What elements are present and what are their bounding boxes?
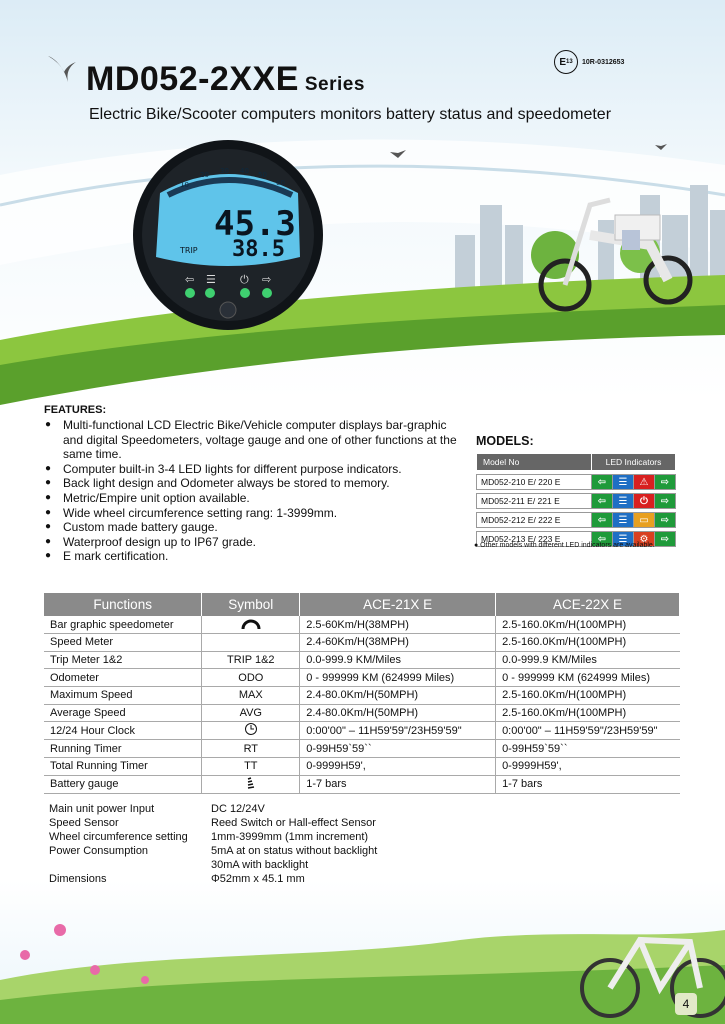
feature-item: ● Multi-functional LCD Electric Bike/Vehicle computer displays bar-graphic and digital Speedometers, voltage gauge and one of other functions at the same time. bbox=[44, 418, 464, 462]
headlight-icon: ☰ bbox=[206, 274, 216, 286]
ace21-value: 2.4-80.0Km/H(50MPH) bbox=[300, 704, 496, 722]
ace22-value: 2.5-160.0Km/H(100MPH) bbox=[496, 616, 680, 634]
models-header-led: LED Indicators bbox=[592, 454, 676, 471]
ace21-value: 0-9999H59', bbox=[300, 758, 496, 776]
right-arrow-icon: ⇨ bbox=[655, 494, 676, 509]
ace21-value: 1-7 bars bbox=[300, 775, 496, 793]
ace21-value: 0.0-999.9 KM/Miles bbox=[300, 651, 496, 669]
function-name: Total Running Timer bbox=[44, 758, 202, 776]
specs-list bbox=[49, 802, 377, 886]
function-name: Bar graphic speedometer bbox=[44, 616, 202, 634]
ace22-value: 0:00'00" – 11H59'59"/23H59'59" bbox=[496, 722, 680, 740]
function-name: Running Timer bbox=[44, 740, 202, 758]
trip-readout: 38.5 bbox=[232, 237, 285, 262]
left-arrow-icon: ⇦ bbox=[592, 494, 613, 509]
warning-icon: ⚠ bbox=[634, 475, 655, 490]
spec-key: Power Consumption bbox=[49, 845, 149, 857]
function-row bbox=[44, 740, 680, 758]
spec-value: Reed Switch or Hall-effect Sensor bbox=[211, 817, 376, 829]
flower-icon bbox=[54, 924, 66, 936]
series-label: Series bbox=[304, 74, 365, 95]
ace22-value: 0-9999H59', bbox=[496, 758, 680, 776]
left-arrow-icon: ⇦ bbox=[592, 513, 613, 528]
headlight-icon: ☰ bbox=[613, 475, 634, 490]
spec-key: Dimensions bbox=[49, 873, 107, 885]
spec-value: 1mm-3999mm (1mm increment) bbox=[211, 831, 369, 843]
ace21-header: ACE-21X E bbox=[300, 593, 496, 616]
right-arrow-icon: ⇨ bbox=[655, 513, 676, 528]
function-row bbox=[44, 616, 680, 634]
motor-icon: ⚙ bbox=[634, 532, 655, 547]
model-number: MD052-213 E/ 223 E bbox=[477, 532, 592, 547]
headlight-icon: ☰ bbox=[613, 513, 634, 528]
function-name: 12/24 Hour Clock bbox=[44, 722, 202, 740]
spec-value: 5mA at on status without backlight bbox=[211, 845, 378, 857]
features-list bbox=[44, 418, 464, 564]
function-name: Speed Meter bbox=[44, 634, 202, 652]
ace22-value: 2.5-160.0Km/H(100MPH) bbox=[496, 704, 680, 722]
ace22-value: 2.5-160.0Km/H(100MPH) bbox=[496, 687, 680, 705]
spec-row bbox=[49, 844, 377, 858]
feature-item: ● Waterproof design up to IP67 grade. bbox=[44, 535, 464, 550]
spec-value: 30mA with backlight bbox=[211, 859, 309, 871]
swallow-logo-icon bbox=[44, 52, 78, 86]
functions-table bbox=[44, 593, 680, 794]
spec-row bbox=[49, 802, 377, 816]
spec-key bbox=[49, 858, 211, 872]
models-header-model: Model No bbox=[477, 454, 592, 471]
function-row bbox=[44, 687, 680, 705]
subtitle: Electric Bike/Scooter computers monitors battery status and speedometer bbox=[89, 106, 612, 123]
function-row bbox=[44, 758, 680, 776]
ace22-value: 1-7 bars bbox=[496, 775, 680, 793]
ace21-value: 2.4-60Km/H(38MPH) bbox=[300, 634, 496, 652]
function-row bbox=[44, 634, 680, 652]
models-title: MODELS: bbox=[476, 434, 534, 448]
feature-item: ● Metric/Empire unit option available. bbox=[44, 491, 464, 506]
arc-gauge-icon bbox=[202, 616, 300, 634]
ace22-header: ACE-22X E bbox=[496, 593, 680, 616]
hero-scenery bbox=[0, 135, 725, 405]
spec-key: Speed Sensor bbox=[49, 817, 119, 829]
flower-icon bbox=[90, 965, 100, 975]
ace21-value: 0:00'00" – 11H59'59"/23H59'59" bbox=[300, 722, 496, 740]
function-symbol: ODO bbox=[202, 669, 300, 687]
function-name: Average Speed bbox=[44, 704, 202, 722]
feature-item: ● Wide wheel circumference setting rang: 1-3999mm. bbox=[44, 506, 464, 521]
emark-circle-icon: E 13 bbox=[554, 50, 578, 74]
page-number: 4 bbox=[675, 993, 697, 1015]
models-table bbox=[476, 453, 676, 547]
right-arrow-icon: ⇨ bbox=[262, 274, 272, 286]
dial-tick-label: 30 bbox=[220, 167, 229, 175]
battery-icon: ▭ bbox=[634, 513, 655, 528]
dial-tick-label: 10 bbox=[180, 181, 189, 189]
emark-badge bbox=[554, 50, 624, 74]
models-row bbox=[477, 494, 676, 509]
dial-tick-label: 50 bbox=[258, 171, 267, 179]
spec-row bbox=[49, 858, 377, 872]
ace21-value: 2.4-80.0Km/H(50MPH) bbox=[300, 687, 496, 705]
function-symbol: TRIP 1&2 bbox=[202, 651, 300, 669]
spec-key: Main unit power Input bbox=[49, 803, 155, 815]
dial-tick-label: 20 bbox=[200, 171, 209, 179]
right-arrow-icon: ⇨ bbox=[655, 475, 676, 490]
trip-label: TRIP bbox=[180, 246, 198, 255]
headlight-icon: ☰ bbox=[613, 494, 634, 509]
features-title: FEATURES: bbox=[44, 404, 107, 416]
ace22-value: 0-99H59`59`` bbox=[496, 740, 680, 758]
function-symbol: AVG bbox=[202, 704, 300, 722]
models-row bbox=[477, 475, 676, 490]
model-number: MD052-211 E/ 221 E bbox=[477, 494, 592, 509]
left-arrow-icon: ⇦ bbox=[592, 532, 613, 547]
headlight-icon: ☰ bbox=[613, 532, 634, 547]
spec-row bbox=[49, 816, 377, 830]
spec-value: DC 12/24V bbox=[211, 803, 265, 815]
spec-row bbox=[49, 830, 377, 844]
flower-icon bbox=[141, 976, 149, 984]
model-number: MD052-212 E/ 222 E bbox=[477, 513, 592, 528]
function-symbol: TT bbox=[202, 758, 300, 776]
battery-gauge-icon bbox=[202, 775, 300, 793]
feature-item: ● E mark certification. bbox=[44, 549, 464, 564]
footer-scenery bbox=[0, 880, 725, 1024]
models-note: ● Other models with different LED indicators are available. bbox=[474, 542, 655, 549]
flower-icon bbox=[20, 950, 30, 960]
feature-item: ● Custom made battery gauge. bbox=[44, 520, 464, 535]
function-name: Battery gauge bbox=[44, 775, 202, 793]
ace22-value: 0.0-999.9 KM/Miles bbox=[496, 651, 680, 669]
function-name: Trip Meter 1&2 bbox=[44, 651, 202, 669]
function-row bbox=[44, 775, 680, 793]
clock-icon bbox=[202, 722, 300, 740]
function-symbol: RT bbox=[202, 740, 300, 758]
power-icon: ⏻ bbox=[240, 274, 249, 286]
function-name: Odometer bbox=[44, 669, 202, 687]
bird-icon bbox=[655, 144, 667, 150]
functions-header: Functions bbox=[44, 593, 202, 616]
feature-item: ● Computer built-in 3-4 LED lights for different purpose indicators. bbox=[44, 462, 464, 477]
spec-key: Wheel circumference setting bbox=[49, 831, 188, 843]
function-name: Maximum Speed bbox=[44, 687, 202, 705]
function-symbol: MAX bbox=[202, 687, 300, 705]
computer-display bbox=[133, 140, 323, 330]
function-row bbox=[44, 651, 680, 669]
right-arrow-icon: ⇨ bbox=[655, 532, 676, 547]
spec-value: Φ52mm x 45.1 mm bbox=[211, 873, 305, 885]
feature-item: ● Back light design and Odometer always be stored to memory. bbox=[44, 476, 464, 491]
dial-tick-label: 60 bbox=[276, 179, 285, 187]
power-icon: ⏻ bbox=[634, 494, 655, 509]
speed-readout: 45.3 bbox=[214, 204, 296, 244]
symbol-header: Symbol bbox=[202, 593, 300, 616]
ace22-value: 0 - 999999 KM (624999 Miles) bbox=[496, 669, 680, 687]
function-row bbox=[44, 704, 680, 722]
mode-button-icon bbox=[220, 302, 236, 318]
ace21-value: 0 - 999999 KM (624999 Miles) bbox=[300, 669, 496, 687]
function-symbol bbox=[202, 634, 300, 652]
function-row bbox=[44, 669, 680, 687]
function-row bbox=[44, 722, 680, 740]
ace21-value: 0-99H59`59`` bbox=[300, 740, 496, 758]
models-row bbox=[477, 513, 676, 528]
emark-text: 10R-0312653 bbox=[582, 58, 625, 66]
product-title: MD052-2XXE Series bbox=[86, 60, 365, 98]
model-number: MD052-210 E/ 220 E bbox=[477, 475, 592, 490]
ace21-value: 2.5-60Km/H(38MPH) bbox=[300, 616, 496, 634]
left-arrow-icon: ⇦ bbox=[592, 475, 613, 490]
ace22-value: 2.5-160.0Km/H(100MPH) bbox=[496, 634, 680, 652]
left-arrow-icon: ⇦ bbox=[185, 274, 195, 286]
dial-tick-label: 40 bbox=[240, 167, 249, 175]
